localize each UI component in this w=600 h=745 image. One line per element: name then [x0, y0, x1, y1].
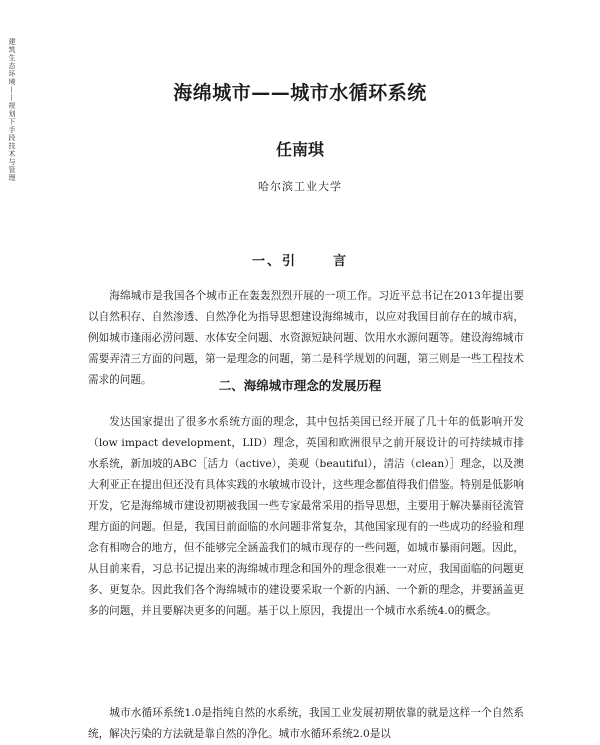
section-heading-title: 言	[333, 254, 349, 269]
author-name: 任南琪	[275, 140, 324, 159]
article-title: 海绵城市——城市水循环系统	[173, 82, 427, 104]
section-heading-history: 二、海绵城市理念的发展历程	[218, 378, 382, 393]
paragraph-history: 发达国家提出了很多水系统方面的理念，其中包括美国已经开展了几十年的低影响开发（low impact development，LID）理念，英国和欧洲很早之前开展设计的可持续城市排水系统，新加坡的ABC［活力（active），美观（beautiful），清洁（clean）］理念，以及澳大利亚正在提出但还没有具体实践的水敏城市设计，这些理念都值得我们借鉴。特别是低影响开发，它是海绵城市建设初期被我国一些专家最常采用的指导思想，主要用于解决暴雨径流管理方面的问题。但是，我国目前面临的水问题非常复杂，其他国家现有的一些成功的经验和理念有相吻合的地方，但不能够完全涵盖我们的城市现存的一些问题，如城市暴雨问题。因此，从目前来看，习总书记提出来的海绵城市理念和国外的理念很难一一对应，我国面临的问题更多、更复杂。因此我们各个海绵城市的建设要采取一个新的内涵、一个新的理念，并要涵盖更多的问题，并且要解决更多的问题。基于以上原因，我提出一个城市水系统4.0的概念。	[88, 416, 524, 617]
author-affiliation: 哈尔滨工业大学	[258, 180, 342, 193]
section-heading-number: 一、引	[251, 254, 297, 269]
section-heading-introduction	[0, 250, 600, 269]
paragraph-introduction: 海绵城市是我国各个城市正在轰轰烈烈开展的一项工作。习近平总书记在2013年提出要以自然积存、自然渗透、自然净化为指导思想建设海绵城市，以应对我国目前存在的城市病，例如城市逢雨必涝问题、水体安全问题、水资源短缺问题、饮用水水源问题等。建设海绵城市需要弄清三方面的问题，第一是理念的问题，第二是科学规划的问题，第三则是一些工程技术需求的问题。	[88, 290, 524, 386]
journal-side-note: 建筑生态环境——规划下手段技术与管理	[8, 38, 16, 182]
paragraph-water-system: 城市水循环系统1.0是指纯自然的水系统，我国工业发展初期依靠的就是这样一个自然系统，解决污染的方法就是靠自然的净化。城市水循环系统2.0是以	[88, 707, 524, 740]
